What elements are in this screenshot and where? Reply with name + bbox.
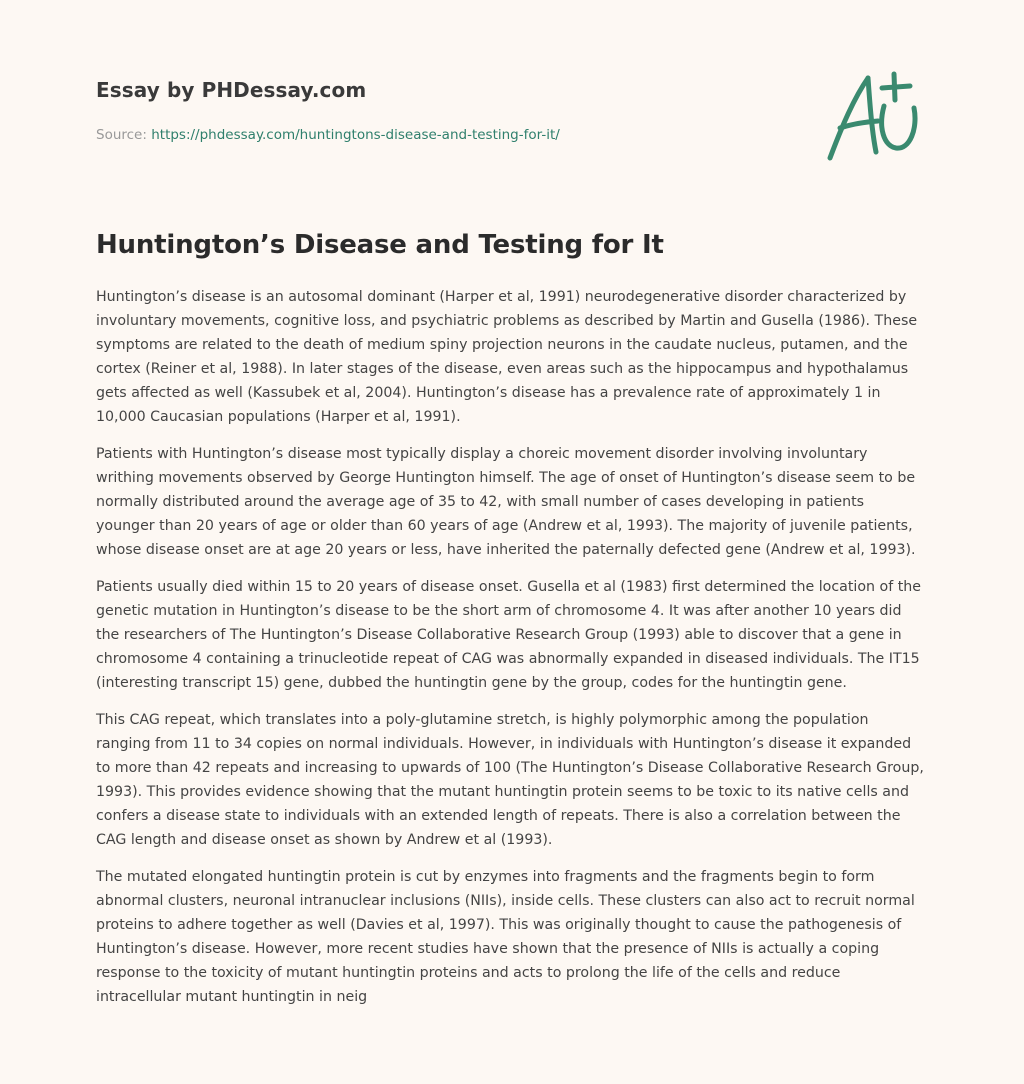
essay-header xyxy=(96,76,816,145)
essay-body xyxy=(96,285,926,1022)
brand-title: Essay by PHDessay.com xyxy=(96,78,367,102)
source-line xyxy=(96,125,816,145)
source-link[interactable]: https://phdessay.com/huntingtons-disease-and-testing-for-it/ xyxy=(151,127,560,143)
paragraph: The mutated elongated huntingtin protein is cut by enzymes into fragments and the fragments begin to form abnormal clusters, neuronal intranuclear inclusions (NIIs), inside cells. These clusters can also act to recruit normal proteins to adhere together as well (Davies et al, 1997). This was originally thought to cause the pathogenesis of Huntington’s disease. However, more recent studies have shown that the presence of NIIs is actually a coping response to the toxicity of mutant huntingtin proteins and acts to prolong the life of the cells and reduce intracellular mutant huntingtin in neig xyxy=(96,869,915,1005)
paragraph: Patients with Huntington’s disease most typically display a choreic movement disorder involving involuntary writhing movements observed by George Huntington himself. The age of onset of Huntington’s disease seem to be normally distributed around the average age of 35 to 42, with small number of cases developing in patients younger than 20 years of age or older than 60 years of age (Andrew et al, 1993). The majority of juvenile patients, whose disease onset are at age 20 years or less, have inherited the paternally defected gene (Andrew et al, 1993). xyxy=(96,446,916,558)
paragraph: Huntington’s disease is an autosomal dominant (Harper et al, 1991) neurodegenerative disorder characterized by involuntary movements, cognitive loss, and psychiatric problems as described by Martin and Gusella (1986). These symptoms are related to the death of medium spiny projection neurons in the caudate nucleus, putamen, and the cortex (Reiner et al, 1988). In later stages of the disease, even areas such as the hippocampus and hypothalamus gets affected as well (Kassubek et al, 2004). Huntington’s disease has a prevalence rate of approximately 1 in 10,000 Caucasian populations (Harper et al, 1991). xyxy=(96,289,918,425)
source-label: Source: xyxy=(96,127,152,143)
paragraph: This CAG repeat, which translates into a poly-glutamine stretch, is highly polymorphic among the population ranging from 11 to 34 copies on normal individuals. However, in individuals with Huntington’s disease it expanded to more than 42 repeats and increasing to upwards of 100 (The Huntington’s Disease Collaborative Research Group, 1993). This provides evidence showing that the mutant huntingtin protein seems to be toxic to its native cells and confers a disease state to individuals with an extended length of repeats. There is also a correlation between the CAG length and disease onset as shown by Andrew et al (1993). xyxy=(96,712,924,848)
essay-title: Huntington’s Disease and Testing for It xyxy=(96,230,664,260)
paragraph: Patients usually died within 15 to 20 years of disease onset. Gusella et al (1983) first determined the location of the genetic mutation in Huntington’s disease to be the short arm of chromosome 4. It was after another 10 years did the researchers of The Huntington’s Disease Collaborative Research Group (1993) able to discover that a gene in chromosome 4 containing a trinucleotide repeat of CAG was abnormally expanded in diseased individuals. The IT15 (interesting transcript 15) gene, dubbed the huntingtin gene by the group, codes for the huntingtin gene. xyxy=(96,579,922,691)
a-plus-grade-icon xyxy=(818,66,930,166)
